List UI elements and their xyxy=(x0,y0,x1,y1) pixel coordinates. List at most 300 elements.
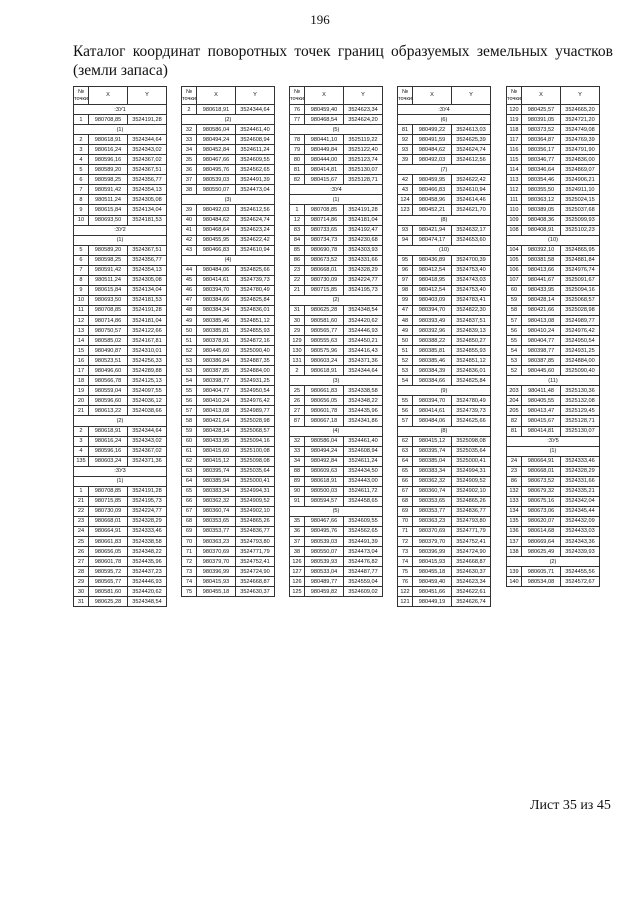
x-coordinate-cell: 980385,94 xyxy=(196,476,235,486)
y-coordinate-cell: 3525099,93 xyxy=(560,215,599,225)
point-number-cell: 203 xyxy=(507,386,522,396)
point-number-cell: 27 xyxy=(290,406,305,416)
header-point-number xyxy=(507,87,522,105)
point-number-cell: 85 xyxy=(290,245,305,255)
table-row xyxy=(290,305,383,315)
section-row xyxy=(507,376,600,386)
table-row xyxy=(507,105,600,115)
x-coordinate-cell: 980413,08 xyxy=(196,406,235,416)
table-row xyxy=(182,466,275,476)
y-coordinate-cell: 3524331,66 xyxy=(343,255,382,265)
y-coordinate-cell: 3524432,09 xyxy=(560,516,599,526)
table-row xyxy=(507,577,600,587)
x-coordinate-cell: 980459,95 xyxy=(412,175,451,185)
table-row xyxy=(74,547,167,557)
header-point-word: точки xyxy=(74,95,88,102)
point-number-cell: 1 xyxy=(74,486,89,496)
y-coordinate-cell: 3524623,34 xyxy=(343,105,382,115)
y-coordinate-cell: 3524909,52 xyxy=(235,496,274,506)
y-coordinate-cell: 3524624,74 xyxy=(451,145,490,155)
point-number-cell: 14 xyxy=(74,336,89,346)
section-label: (2) xyxy=(290,295,383,305)
x-coordinate-cell: 980667,18 xyxy=(304,416,343,426)
x-coordinate-cell: 980353,65 xyxy=(196,516,235,526)
point-number-cell: 81 xyxy=(398,125,413,135)
y-coordinate-cell: 3524609,02 xyxy=(343,587,382,597)
point-number-cell: 3 xyxy=(74,145,89,155)
y-coordinate-cell: 3524836,01 xyxy=(235,305,274,315)
x-coordinate-cell: 980565,77 xyxy=(304,326,343,336)
x-coordinate-cell: 980459,40 xyxy=(412,577,451,587)
table-row xyxy=(290,155,383,165)
point-number-cell: 74 xyxy=(182,577,197,587)
x-coordinate-cell: 980428,14 xyxy=(521,295,560,305)
table-row xyxy=(398,587,491,597)
x-coordinate-cell: 980392,10 xyxy=(521,245,560,255)
y-coordinate-cell: 3524335,21 xyxy=(560,486,599,496)
coord-table-column-4 xyxy=(397,86,491,607)
table-header-row xyxy=(182,87,275,105)
y-coordinate-cell: 3524976,74 xyxy=(560,265,599,275)
point-number-cell: 53 xyxy=(182,356,197,366)
y-coordinate-cell: 3524572,67 xyxy=(560,577,599,587)
table-row xyxy=(182,567,275,577)
table-row xyxy=(182,476,275,486)
table-row xyxy=(74,205,167,215)
table-row xyxy=(182,506,275,516)
table-row xyxy=(182,145,275,155)
header-point-number xyxy=(398,87,413,105)
section-row xyxy=(398,105,491,115)
point-number-cell: 121 xyxy=(398,597,413,607)
point-number-cell: 32 xyxy=(182,125,197,135)
y-coordinate-cell: 3524771,79 xyxy=(451,526,490,536)
x-coordinate-cell: 980615,84 xyxy=(88,285,127,295)
table-row xyxy=(290,346,383,356)
coordinates-table xyxy=(397,86,491,607)
y-coordinate-cell: 3524487,77 xyxy=(343,567,382,577)
y-coordinate-cell: 3524608,94 xyxy=(343,446,382,456)
section-row xyxy=(398,165,491,175)
x-coordinate-cell: 980625,28 xyxy=(304,305,343,315)
coord-table-column-2 xyxy=(181,86,275,597)
table-row xyxy=(182,436,275,446)
x-coordinate-cell: 980467,66 xyxy=(196,155,235,165)
table-row xyxy=(398,295,491,305)
table-row xyxy=(74,386,167,396)
y-coordinate-cell: 3524461,40 xyxy=(343,436,382,446)
table-row xyxy=(182,537,275,547)
table-row xyxy=(74,346,167,356)
point-number-cell: 118 xyxy=(507,125,522,135)
y-coordinate-cell: 3524371,36 xyxy=(127,456,166,466)
point-number-cell: 132 xyxy=(507,486,522,496)
x-coordinate-cell: 980618,91 xyxy=(196,105,235,115)
x-coordinate-cell: 980581,60 xyxy=(304,315,343,325)
point-number-cell: 57 xyxy=(182,406,197,416)
point-number-cell: 81 xyxy=(290,165,305,175)
point-number-cell: 9 xyxy=(74,285,89,295)
y-coordinate-cell: 3524371,36 xyxy=(343,356,382,366)
point-number-cell: 140 xyxy=(507,577,522,587)
point-number-cell: 53 xyxy=(182,366,197,376)
y-coordinate-cell: 3524994,31 xyxy=(235,486,274,496)
y-coordinate-cell: 3524614,46 xyxy=(451,195,490,205)
y-coordinate-cell: 3525132,08 xyxy=(560,396,599,406)
table-row xyxy=(290,165,383,175)
point-number-cell: 34 xyxy=(182,145,197,155)
section-label: :ЗУ2 xyxy=(74,225,167,235)
y-coordinate-cell: 3524125,13 xyxy=(127,376,166,386)
point-number-cell: 116 xyxy=(507,145,522,155)
table-row xyxy=(182,406,275,416)
y-coordinate-cell: 3524367,51 xyxy=(127,165,166,175)
x-coordinate-cell: 980618,91 xyxy=(304,476,343,486)
section-row xyxy=(74,466,167,476)
x-coordinate-cell: 980384,66 xyxy=(412,376,451,386)
y-coordinate-cell: 3524612,56 xyxy=(235,205,274,215)
x-coordinate-cell: 980586,04 xyxy=(196,125,235,135)
y-coordinate-cell: 3524837,51 xyxy=(451,315,490,325)
section-row xyxy=(398,245,491,255)
table-row xyxy=(507,285,600,295)
point-number-cell: 64 xyxy=(398,456,413,466)
section-label: (5) xyxy=(290,125,383,135)
y-coordinate-cell: 3524367,51 xyxy=(127,245,166,255)
y-coordinate-cell: 3524625,39 xyxy=(451,135,490,145)
point-number-cell: 28 xyxy=(74,567,89,577)
table-row xyxy=(507,255,600,265)
table-row xyxy=(398,537,491,547)
table-row xyxy=(74,305,167,315)
section-row xyxy=(398,426,491,436)
x-coordinate-cell: 980441,67 xyxy=(521,275,560,285)
table-row xyxy=(182,245,275,255)
x-coordinate-cell: 980398,77 xyxy=(196,376,235,386)
y-coordinate-cell: 3524437,23 xyxy=(127,567,166,577)
point-number-cell: 30 xyxy=(74,587,89,597)
y-coordinate-cell: 3524446,93 xyxy=(127,577,166,587)
y-coordinate-cell: 3525130,07 xyxy=(560,426,599,436)
table-row xyxy=(290,386,383,396)
table-row xyxy=(507,165,600,175)
point-number-cell: 67 xyxy=(398,486,413,496)
point-number-cell: 71 xyxy=(182,547,197,557)
y-coordinate-cell: 3525068,57 xyxy=(560,295,599,305)
y-coordinate-cell: 3525068,57 xyxy=(235,426,274,436)
table-row xyxy=(398,346,491,356)
table-row xyxy=(507,195,600,205)
table-row xyxy=(507,265,600,275)
y-coordinate-cell: 3525028,98 xyxy=(235,416,274,426)
x-coordinate-cell: 980596,16 xyxy=(88,155,127,165)
header-number-sign: № xyxy=(510,88,517,95)
table-row xyxy=(182,446,275,456)
point-number-cell: 70 xyxy=(398,516,413,526)
x-coordinate-cell: 980550,07 xyxy=(304,547,343,557)
y-coordinate-cell: 3524191,28 xyxy=(127,115,166,125)
table-row xyxy=(507,386,600,396)
table-row xyxy=(398,466,491,476)
x-coordinate-cell: 980445,60 xyxy=(196,346,235,356)
x-coordinate-cell: 980613,22 xyxy=(88,406,127,416)
point-number-cell: 88 xyxy=(290,466,305,476)
point-number-cell: 4 xyxy=(74,155,89,165)
table-row xyxy=(290,456,383,466)
x-coordinate-cell: 980566,78 xyxy=(88,376,127,386)
section-row xyxy=(507,557,600,567)
x-coordinate-cell: 980412,54 xyxy=(412,285,451,295)
point-number-cell: 37 xyxy=(290,537,305,547)
y-coordinate-cell: 3524865,95 xyxy=(560,245,599,255)
x-coordinate-cell: 980370,69 xyxy=(412,526,451,536)
x-coordinate-cell: 980413,66 xyxy=(521,265,560,275)
x-coordinate-cell: 980616,24 xyxy=(88,145,127,155)
point-number-cell: 133 xyxy=(507,496,522,506)
y-coordinate-cell: 3524446,93 xyxy=(343,326,382,336)
table-row xyxy=(74,406,167,416)
y-coordinate-cell: 3525028,98 xyxy=(560,305,599,315)
y-coordinate-cell: 3524994,31 xyxy=(451,466,490,476)
table-row xyxy=(398,235,491,245)
point-number-cell: 48 xyxy=(398,315,413,325)
point-number-cell: 2 xyxy=(290,366,305,376)
x-coordinate-cell: 980693,50 xyxy=(88,295,127,305)
y-coordinate-cell: 3524192,47 xyxy=(343,225,382,235)
x-coordinate-cell: 980539,93 xyxy=(304,557,343,567)
point-number-cell: 54 xyxy=(182,376,197,386)
x-coordinate-cell: 980428,14 xyxy=(196,426,235,436)
table-row xyxy=(398,366,491,376)
table-row xyxy=(182,557,275,567)
table-row xyxy=(398,125,491,135)
x-coordinate-cell: 980421,94 xyxy=(412,225,451,235)
x-coordinate-cell: 980384,39 xyxy=(412,366,451,376)
header-x: X xyxy=(304,87,343,105)
point-number-cell: 42 xyxy=(182,235,197,245)
x-coordinate-cell: 980360,74 xyxy=(412,486,451,496)
header-y: Y xyxy=(560,87,599,105)
point-number-cell: 83 xyxy=(290,225,305,235)
y-coordinate-cell: 3524836,00 xyxy=(560,155,599,165)
x-coordinate-cell: 980355,50 xyxy=(521,185,560,195)
y-coordinate-cell: 3524134,04 xyxy=(127,285,166,295)
x-coordinate-cell: 980353,65 xyxy=(412,496,451,506)
point-number-cell: 13 xyxy=(74,326,89,336)
header-number-sign: № xyxy=(293,88,300,95)
point-number-cell: 61 xyxy=(182,446,197,456)
table-row xyxy=(74,135,167,145)
x-coordinate-cell: 980413,47 xyxy=(521,406,560,416)
point-number-cell: 113 xyxy=(507,175,522,185)
x-coordinate-cell: 980396,99 xyxy=(196,567,235,577)
point-number-cell: 23 xyxy=(290,265,305,275)
table-row xyxy=(398,557,491,567)
x-coordinate-cell: 980455,95 xyxy=(196,235,235,245)
table-row xyxy=(74,155,167,165)
x-coordinate-cell: 980364,87 xyxy=(521,135,560,145)
x-coordinate-cell: 980589,20 xyxy=(88,245,127,255)
section-row xyxy=(290,376,383,386)
section-row xyxy=(507,235,600,245)
y-coordinate-cell: 3524333,46 xyxy=(560,456,599,466)
x-coordinate-cell: 980586,04 xyxy=(304,436,343,446)
table-row xyxy=(290,587,383,597)
x-coordinate-cell: 980601,78 xyxy=(88,557,127,567)
x-coordinate-cell: 980484,62 xyxy=(196,215,235,225)
point-number-cell: 74 xyxy=(398,557,413,567)
table-row xyxy=(74,456,167,466)
x-coordinate-cell: 980730,09 xyxy=(88,506,127,516)
header-point-number xyxy=(74,87,89,105)
y-coordinate-cell: 3524909,52 xyxy=(451,476,490,486)
x-coordinate-cell: 980353,77 xyxy=(412,506,451,516)
point-number-cell: 98 xyxy=(398,285,413,295)
point-number-cell: 124 xyxy=(398,195,413,205)
point-number-cell: 27 xyxy=(74,557,89,567)
table-row xyxy=(290,205,383,215)
table-row xyxy=(182,326,275,336)
point-number-cell: 93 xyxy=(398,225,413,235)
table-row xyxy=(182,396,275,406)
point-number-cell: 93 xyxy=(398,145,413,155)
y-coordinate-cell: 3524850,27 xyxy=(451,336,490,346)
point-number-cell: 39 xyxy=(398,155,413,165)
table-row xyxy=(290,476,383,486)
x-coordinate-cell: 980555,63 xyxy=(304,336,343,346)
y-coordinate-cell: 3524348,22 xyxy=(343,396,382,406)
section-label: (2) xyxy=(507,557,600,567)
x-coordinate-cell: 980484,06 xyxy=(412,416,451,426)
y-coordinate-cell: 3525091,67 xyxy=(560,275,599,285)
point-number-cell: 130 xyxy=(290,346,305,356)
x-coordinate-cell: 980414,61 xyxy=(412,406,451,416)
table-row xyxy=(398,145,491,155)
x-coordinate-cell: 980445,60 xyxy=(521,366,560,376)
y-coordinate-cell: 3524739,73 xyxy=(235,275,274,285)
x-coordinate-cell: 980750,57 xyxy=(88,326,127,336)
point-number-cell: 86 xyxy=(507,476,522,486)
table-header-row xyxy=(507,87,600,105)
table-row xyxy=(398,406,491,416)
y-coordinate-cell: 3524224,77 xyxy=(127,506,166,516)
x-coordinate-cell: 980404,77 xyxy=(521,336,560,346)
table-row xyxy=(74,506,167,516)
y-coordinate-cell: 3524191,28 xyxy=(127,486,166,496)
point-number-cell: 3 xyxy=(74,436,89,446)
table-row xyxy=(398,225,491,235)
section-label: (11) xyxy=(507,376,600,386)
table-row xyxy=(507,125,600,135)
y-coordinate-cell: 3525094,16 xyxy=(560,285,599,295)
point-number-cell: 84 xyxy=(290,235,305,245)
table-row xyxy=(74,295,167,305)
y-coordinate-cell: 3524328,29 xyxy=(560,466,599,476)
x-coordinate-cell: 980675,16 xyxy=(521,496,560,506)
point-number-cell: 91 xyxy=(290,496,305,506)
table-row xyxy=(182,336,275,346)
y-coordinate-cell: 3524865,26 xyxy=(451,496,490,506)
x-coordinate-cell: 980394,70 xyxy=(412,305,451,315)
header-y: Y xyxy=(451,87,490,105)
y-coordinate-cell: 3524367,02 xyxy=(127,446,166,456)
table-row xyxy=(507,215,600,225)
table-row xyxy=(398,255,491,265)
table-row xyxy=(290,496,383,506)
x-coordinate-cell: 980387,85 xyxy=(521,356,560,366)
x-coordinate-cell: 980414,61 xyxy=(196,275,235,285)
x-coordinate-cell: 980346,77 xyxy=(521,155,560,165)
point-number-cell: 23 xyxy=(507,466,522,476)
x-coordinate-cell: 980495,76 xyxy=(196,165,235,175)
table-row xyxy=(507,426,600,436)
point-number-cell: 54 xyxy=(507,346,522,356)
table-row xyxy=(507,526,600,536)
point-number-cell: 111 xyxy=(507,195,522,205)
header-point-word: точки xyxy=(182,95,196,102)
point-number-cell: 60 xyxy=(182,436,197,446)
point-number-cell: 12 xyxy=(74,315,89,325)
table-row xyxy=(182,496,275,506)
point-number-cell: 205 xyxy=(507,406,522,416)
table-row xyxy=(182,315,275,325)
y-coordinate-cell: 3524836,01 xyxy=(451,366,490,376)
table-row xyxy=(398,476,491,486)
point-number-cell: 29 xyxy=(74,577,89,587)
y-coordinate-cell: 3524739,73 xyxy=(451,406,490,416)
x-coordinate-cell: 980499,22 xyxy=(412,125,451,135)
table-row xyxy=(182,577,275,587)
x-coordinate-cell: 980395,74 xyxy=(196,466,235,476)
table-row xyxy=(290,265,383,275)
section-label: (4) xyxy=(290,426,383,436)
table-row xyxy=(507,416,600,426)
x-coordinate-cell: 980410,24 xyxy=(521,326,560,336)
x-coordinate-cell: 980714,86 xyxy=(304,215,343,225)
section-label: (5) xyxy=(290,506,383,516)
table-row xyxy=(290,175,383,185)
point-number-cell: 109 xyxy=(507,215,522,225)
point-number-cell: 115 xyxy=(507,155,522,165)
point-number-cell: 31 xyxy=(74,597,89,607)
table-row xyxy=(398,446,491,456)
y-coordinate-cell: 3524450,21 xyxy=(343,336,382,346)
point-number-cell: 43 xyxy=(182,245,197,255)
y-coordinate-cell: 3524836,77 xyxy=(235,526,274,536)
y-coordinate-cell: 3524338,58 xyxy=(127,537,166,547)
y-coordinate-cell: 3524181,53 xyxy=(127,295,166,305)
table-row xyxy=(290,486,383,496)
x-coordinate-cell: 980392,96 xyxy=(412,326,451,336)
x-coordinate-cell: 980378,91 xyxy=(196,336,235,346)
table-row xyxy=(74,396,167,406)
y-coordinate-cell: 3524881,84 xyxy=(560,255,599,265)
x-coordinate-cell: 980383,34 xyxy=(412,466,451,476)
x-coordinate-cell: 980618,91 xyxy=(88,135,127,145)
x-coordinate-cell: 980484,62 xyxy=(412,145,451,155)
point-number-cell: 33 xyxy=(290,446,305,456)
y-coordinate-cell: 3524434,50 xyxy=(343,466,382,476)
table-row xyxy=(182,416,275,426)
x-coordinate-cell: 980459,82 xyxy=(304,587,343,597)
point-number-cell: 49 xyxy=(182,315,197,325)
point-number-cell: 10 xyxy=(74,295,89,305)
y-coordinate-cell: 3524836,77 xyxy=(451,506,490,516)
x-coordinate-cell: 980403,09 xyxy=(412,295,451,305)
x-coordinate-cell: 980491,59 xyxy=(412,135,451,145)
x-coordinate-cell: 980625,28 xyxy=(88,597,127,607)
section-label: (1) xyxy=(290,195,383,205)
